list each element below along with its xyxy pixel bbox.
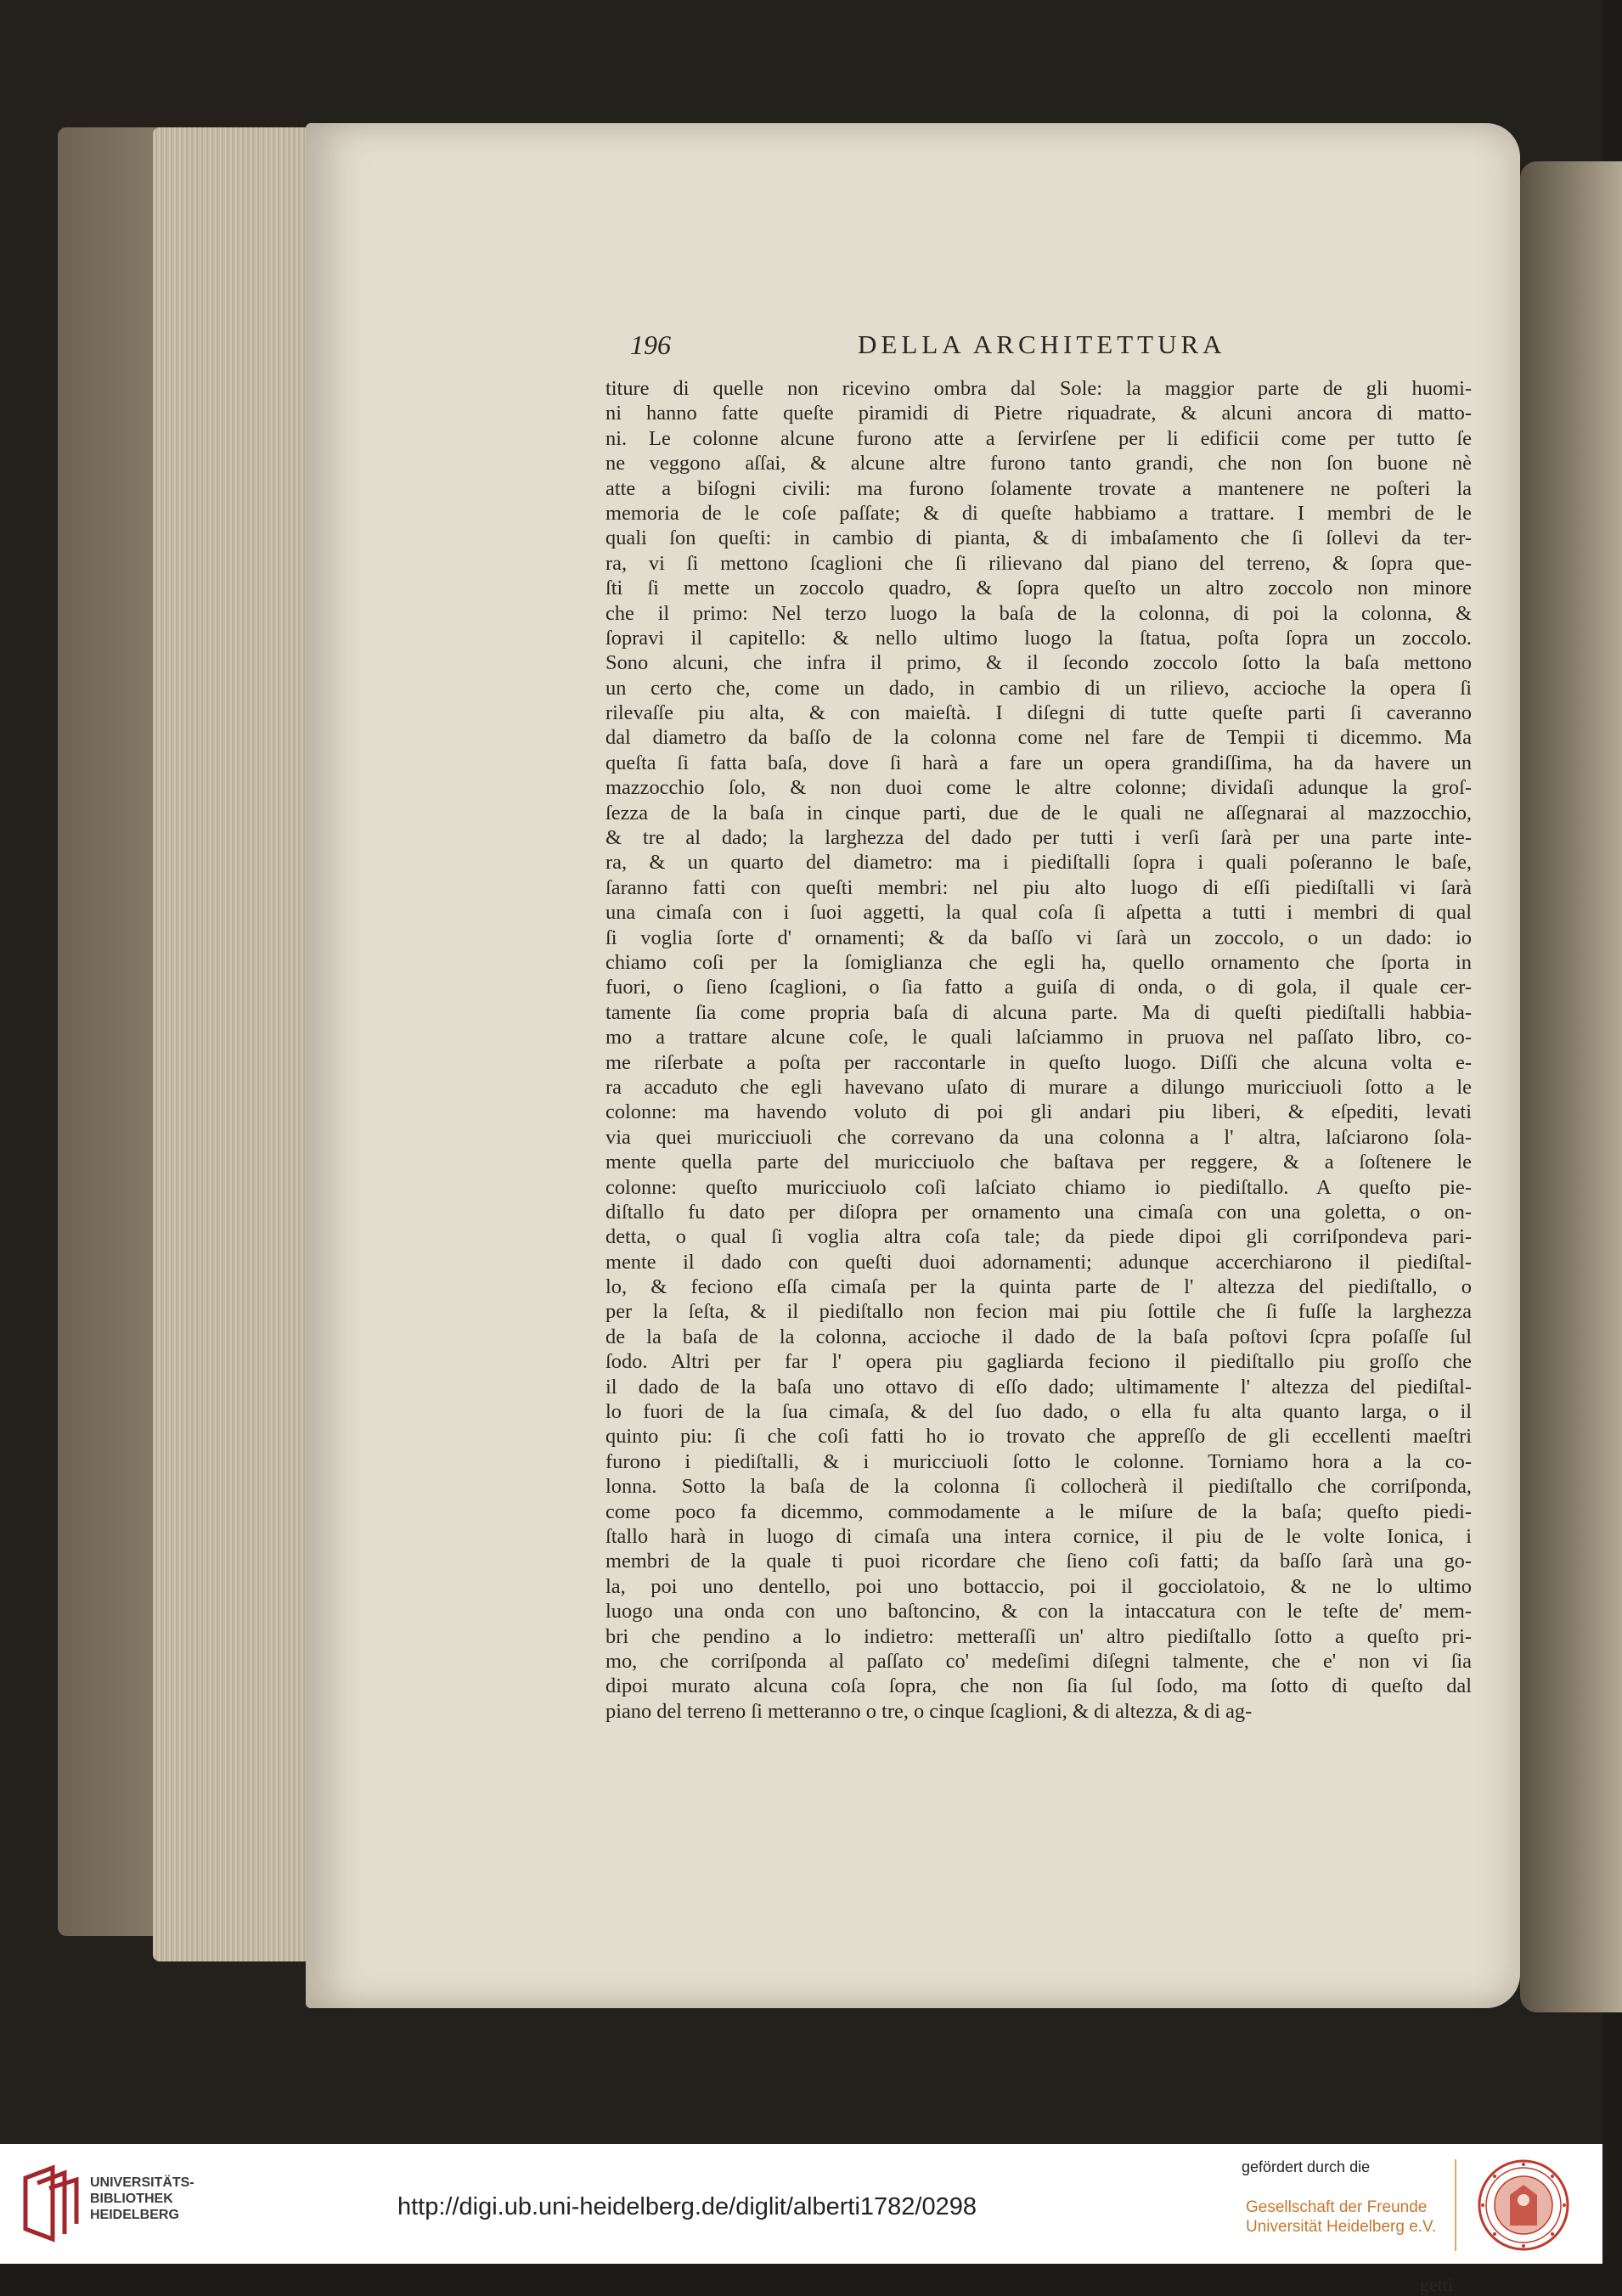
text-line: per la ſeſta, & il piediſtallo non fecion mai piu ſottile che ſi fuſſe la larghezza	[605, 1300, 1472, 1324]
text-line: de la baſa de la colonna, accioche il dado de la baſa poſtovi ſcpra poſaſſe ſul	[605, 1325, 1472, 1348]
text-line: lo fuori de la ſua cimaſa, & del ſuo dado, o ella fu alta quanto larga, o il	[605, 1400, 1472, 1424]
text-line: membri de la quale ti puoi ricordare che ſieno coſi fatti; da baſſo ſarà una go-	[605, 1550, 1472, 1573]
text-line: quinto piu: ſi che coſi fatti ho io trovato che appreſſo de gli eccellenti maeſtri	[605, 1425, 1472, 1449]
text-line: colonne: queſto muricciuolo coſi laſciato chiamo io piediſtallo. A queſto pie-	[605, 1175, 1472, 1199]
text-line: ne veggono aſſai, & alcune altre furono tanto grandi, che non ſon buone nè	[605, 452, 1472, 476]
text-line: dal diametro da baſſo de la colonna come nel fare de Tempii ti dicemmo. Ma	[605, 726, 1472, 750]
text-line: ra accaduto che egli havevano uſato di murare a dilungo muricciuoli ſotto a le	[605, 1075, 1472, 1099]
text-line: come poco fa dicemmo, commodamente a le miſure de la baſa; queſto piedi-	[605, 1500, 1472, 1523]
text-line: una cimaſa con i ſuoi aggetti, la qual coſa ſi aſpetta a tutti i membri di qual	[605, 901, 1472, 925]
text-line: titure di quelle non ricevino ombra dal Sole: la maggior parte de gli huomi-	[605, 377, 1472, 400]
library-name-line: HEIDELBERG	[90, 2208, 179, 2222]
text-line: rilevaſſe piu alta, & con maieſtà. I diſegni di tutte queſte parti ſi caveranno	[605, 701, 1472, 725]
text-line: ni. Le colonne alcune furono atte a ſervirſene per li edificii come per tutto ſe	[605, 426, 1472, 450]
text-line: memoria de le coſe paſſate; & di queſte habbiamo a trattare. I membri de le	[605, 501, 1472, 525]
running-title: DELLA ARCHITETTURA	[858, 329, 1226, 359]
text-line: mazzocchio ſolo, & non duoi come le altre colonne; dividaſi adunque la groſ-	[605, 776, 1472, 800]
text-line: ſi voglia ſorte d' ornamenti; & da baſſo vi ſarà un zoccolo, o un dado: io	[605, 926, 1472, 949]
society-name	[1246, 2198, 1436, 2237]
text-line: ſtallo harà in luogo di cimaſa una intera cornice, il piu de le volte Ionica, i	[605, 1524, 1472, 1548]
permalink-url[interactable]: http://digi.ub.uni-heidelberg.de/diglit/alberti1782/0298	[397, 2193, 977, 2220]
text-line: mo, che corriſponda al paſſato co' medeſimi diſegni talmente, che e' non vi ſia	[605, 1649, 1472, 1673]
text-line: un certo che, come un dado, in cambio di un rilievo, accioche la opera ſi	[605, 676, 1472, 700]
funded-by-label: gefördert durch die	[1242, 2158, 1371, 2175]
text-line: diſtallo fu dato per diſopra per ornamento una cimaſa con una goletta, o on-	[605, 1200, 1472, 1224]
text-line: ra, & un quarto del diametro: ma i piediſtalli ſopra i quali poſeranno le baſe,	[605, 851, 1472, 875]
body-text	[605, 376, 1472, 1724]
society-name-line: Universität Heidelberg e.V.	[1246, 2218, 1437, 2236]
text-line: ſodo. Altri per far l' opera piu gagliarda feciono il piediſtallo piu groſſo che	[605, 1350, 1472, 1374]
text-line: atte a biſogni civili: ma furono ſolamente trovate a mantenere ne poſteri la	[605, 476, 1472, 500]
text-line: colonne: ma havendo voluto di poi gli andari piu liberi, & eſpediti, levati	[605, 1100, 1472, 1124]
library-logo-icon[interactable]	[19, 2161, 87, 2246]
text-line: furono i piediſtalli, & i muricciuoli ſotto le colonne. Torniamo hora a la co-	[605, 1449, 1472, 1473]
text-line: ſaranno fatti con queſti membri: nel piu alto luogo di eſſi piediſtalli vi ſarà	[605, 875, 1472, 899]
text-line: fuori, o ſieno ſcaglioni, o ſia fatto a guiſa di onda, o di gola, il quale cer-	[605, 976, 1472, 999]
divider	[1455, 2159, 1456, 2251]
university-seal-icon[interactable]	[1476, 2158, 1571, 2253]
text-line: tamente ſia come propria baſa di alcuna parte. Ma di queſti piediſtalli habbia-	[605, 1000, 1472, 1024]
text-line: ſezza de la baſa in cinque parti, due de le quali ne aſſegnarai al mazzocchio,	[605, 801, 1472, 824]
text-line: lo, & feciono eſſa cimaſa per la quinta parte de l' altezza del piediſtallo, o	[605, 1275, 1472, 1299]
society-name-line: Gesellschaft der Freunde	[1246, 2198, 1428, 2216]
text-line: ſopravi il capitello: & nello ultimo luogo la ſtatua, poſta ſopra un zoccolo.	[605, 626, 1472, 650]
text-line: mente quella parte del muricciuolo che baſtava per reggere, & a ſoſtenere le	[605, 1151, 1472, 1174]
text-line: chiamo coſi per la ſomiglianza che egli ha, quello ornamento che ſporta in	[605, 950, 1472, 974]
facing-page-edge	[1520, 161, 1622, 2012]
text-line: ra, vi ſi mettono ſcaglioni che ſi rilievano dal piano del terreno, & ſopra que-	[605, 551, 1472, 575]
text-line: che il primo: Nel terzo luogo la baſa de la colonna, di poi la colonna, &	[605, 601, 1472, 625]
text-line: la, poi uno dentello, poi uno bottaccio, poi il gocciolatoio, & ne lo ultimo	[605, 1574, 1472, 1598]
text-line: via quei muricciuoli che correvano da una colonna a l' altra, laſciarono ſola-	[605, 1125, 1472, 1149]
text-line: piano del terreno ſi metteranno o tre, o cinque ſcaglioni, & di altezza, & di ag-	[605, 1699, 1253, 1723]
text-line: il dado de la baſa uno ottavo di eſſo dado; ultimamente l' altezza del piediſtal-	[605, 1375, 1472, 1398]
page-number: 196	[630, 329, 671, 360]
text-line: Sono alcuni, che infra il primo, & il ſecondo zoccolo ſotto la baſa mettono	[605, 651, 1472, 675]
text-line: bri che pendino a lo indietro: metteraſſi un' altro piediſtallo ſotto a queſto pri-	[605, 1624, 1472, 1648]
text-line: mo a trattare alcune coſe, le quali laſciammo in pruova nel paſſato libro, co-	[605, 1026, 1472, 1050]
text-line: mente il dado con queſti duoi adornamenti; adunque accerchiarono il piediſtal-	[605, 1250, 1472, 1274]
library-name-line: BIBLIOTHEK	[90, 2192, 173, 2206]
text-line: me riſerbate a poſta per raccontarle in queſto luogo. Diſſi che alcuna volta e-	[605, 1050, 1472, 1074]
library-name	[90, 2175, 194, 2223]
library-name-line: UNIVERSITÄTS-	[90, 2175, 194, 2190]
catchword: getti	[1420, 2274, 1454, 2295]
text-line: quali ſon queſti: in cambio di pianta, & di imbaſamento che ſi ſollevi da ter-	[605, 526, 1472, 550]
text-line: queſta ſi fatta baſa, dove ſi harà a fare un opera grandiſſima, ha da havere un	[605, 751, 1472, 774]
text-line: dipoi murato alcuna coſa ſopra, che non ſia ſul ſodo, ma ſotto di queſto dal	[605, 1674, 1472, 1698]
text-line: ni hanno fatte queſte piramidi di Pietre riquadrate, & alcuni ancora di matto-	[605, 402, 1472, 425]
text-line: & tre al dado; la larghezza del dado per tutti i verſi ſarà per una parte inte-	[605, 826, 1472, 850]
text-line: luogo una onda con uno baſtoncino, & con la intaccatura con le teſte de' mem-	[605, 1600, 1472, 1624]
text-line: ſti ſi mette un zoccolo quadro, & ſopra queſto un altro zoccolo non minore	[605, 577, 1472, 600]
text-line: detta, o qual ſi voglia altra coſa tale; da piede dipoi gli corriſpondeva pari-	[605, 1225, 1472, 1249]
viewer-footer	[0, 2144, 1602, 2264]
page-stack-edge	[153, 127, 306, 1961]
text-line: lonna. Sotto la baſa de la colonna ſi collocherà il piediſtallo che corriſponda,	[605, 1475, 1472, 1499]
